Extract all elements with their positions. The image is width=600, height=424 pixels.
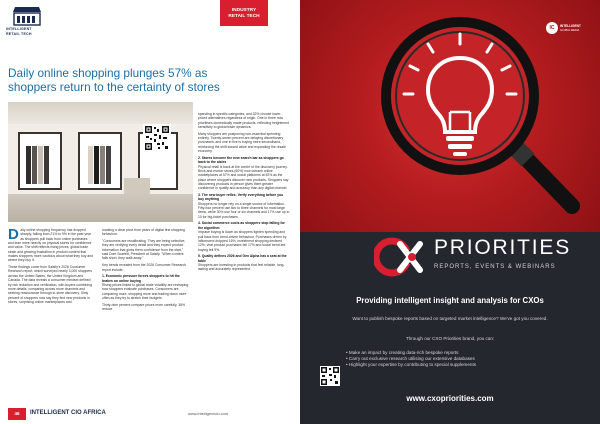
advert-bullet-item: • Carry out exclusive research utilising our extensive databases: [346, 356, 566, 362]
intelligent-retail-tech-logo: [6, 4, 48, 36]
key-trend-heading: 5. Quality defines 2026 and Gen Alpha has a seat at the table: [198, 254, 287, 263]
advert-intro-text: Want to publish bespoke reports based on targeted market intelligence? We've got you covered.: [352, 316, 548, 321]
page-number: 46: [8, 408, 26, 420]
advert-bullet-item: • Make an impact by creating data-rich bespoke reports: [346, 350, 566, 356]
key-trend-heading: 4. Social commerce cools as shoppers stop falling for the algorithm: [198, 221, 285, 230]
magnifying-glass-lightbulb-icon: [300, 0, 600, 232]
key-trend-item: [198, 193, 290, 219]
advert-bullet-item: • Highlight your expertise by contributing to special supplements: [346, 362, 566, 368]
ic-logo-mark: IC: [546, 22, 558, 34]
ic-logo-line1: INTELLIGENT: [560, 24, 581, 28]
body-paragraph: These findings come from Salsify's 2026 Consumer Research report, which surveyed nearly 3,000 shoppers across the United States, the United Kingdom and Canada. The data reveals a consumer mindset defined by risk reduction and verification, with buyers combining more details, comparing across more channels and seeking reassurance through in-store discovery. Sixty percent of shoppers now say they find new products in stores, surprising online marketplaces and: [8, 265, 93, 304]
key-trend-body: Shoppers no longer rely on a single source of information. Fifty-four percent use two to three channels for most large items, while 30% use four or six channels and 17% use up to 10 for big-ticket purchases.: [198, 201, 290, 219]
advert-page: [300, 0, 600, 424]
section-tab-line2: RETAIL TECH: [228, 14, 260, 19]
advert-qr-code[interactable]: [320, 366, 340, 386]
body-paragraph: marking a clear pivot from years of digital first shopping behaviour.: [102, 228, 185, 237]
key-trend-body: Physical retail is back at the centre of the discovery journey. Brick-and-mortar stores (60%) now outrank online marketplaces at 57% and social platforms at 52% as the place where shoppers discover new products. Shoppers say discovering products in person gives them greater confidence in quality and accuracy than any digital channel.: [198, 164, 289, 191]
article-column-2: [102, 228, 190, 314]
key-trend-item: [102, 274, 190, 300]
store-interior-photo: [8, 102, 193, 222]
advert-url[interactable]: www.cxopriorities.com: [406, 394, 494, 403]
article-headline: [8, 66, 293, 94]
key-trend-item: [198, 156, 290, 191]
headline-line2: shoppers return to the certainty of stores: [8, 80, 220, 94]
advert-heading: Providing intelligent insight and analysis for CXOs: [356, 296, 544, 305]
key-trend-body: Rising prices linked to global trade volatility are reshaping how shoppers evaluate purchases. Consumers are comparing more, shopping more and trading down more often as they try to stretch their budgets.: [102, 282, 189, 300]
qr-code[interactable]: [143, 124, 171, 152]
cxo-priorities-logo: [374, 236, 426, 278]
body-paragraph: Thirty-nine percent compare prices more carefully, 38% reduce: [102, 302, 186, 312]
key-trend-item: [198, 221, 290, 251]
footer-brand: INTELLIGENT CIO AFRICA: [30, 410, 106, 416]
section-tab: [220, 0, 268, 26]
footer-url[interactable]: www.intelligentcio.com: [188, 411, 229, 416]
cxo-priorities-tagline: REPORTS, EVENTS & WEBINARS: [434, 264, 556, 270]
article-column-1: [8, 228, 94, 307]
ic-logo-line2: GLOBAL MEDIA: [560, 29, 580, 32]
key-trend-heading: 3. The new buyer reflex: Verify everything before you buy anything: [198, 193, 284, 202]
intro-paragraph: aily online shopping frequency has dropped sharply, falling from 21% to 9% in the past year as shoppers pull back from online purchases and lean more heavily on physical stores for confidence and value. The shift reflects rising prices, global trade strain and growing frustration in product content that makes shoppers more cautious about what they buy and where they buy it.: [8, 228, 94, 263]
body-paragraph: Key trends revealed from the 2026 Consumer Research report include:: [102, 263, 187, 272]
logo-text-line1: INTELLIGENT: [6, 27, 32, 31]
section-tab-line1: INDUSTRY: [231, 8, 257, 13]
article-column-3: [198, 112, 290, 274]
quote-paragraph: "Consumers are recalibrating. They are being selective, they are verifying every detail and they expect product information that gives them confidence from the start," said Dom Scarlett, President at Salsify. "When content falls short, they walk away.": [102, 239, 186, 261]
key-trend-heading: 1. Economic pressure forces shoppers to hit the brakes on online buying: [102, 274, 180, 283]
storefront-icon: [10, 6, 44, 26]
key-trend-heading: 2. Stores become the new search bar as shoppers go back to the aisles: [198, 155, 284, 165]
key-trend-body: Impulse buying is down as shoppers tighten spending and pull back from trend-driven behaviour. Purchases driven by influencers dropped 16%, investment shopping declined 12%, viral product purchases fell 17% and social trend-led buying fell 9%.: [198, 230, 287, 252]
advert-lead-text: Through our CXO Priorities brand, you can:: [405, 336, 495, 341]
body-paragraph: Many shoppers are postponing non-essential spending entirely. Twenty-seven percent are delaying discretionary purchases, and one in five is buying more secondhand, reinforcing the shift toward value and expanding the resale economy.: [198, 131, 286, 154]
advert-bullet-list: [346, 350, 566, 369]
headline-line1: Daily online shopping plunges 57% as: [8, 66, 208, 80]
drop-cap: D: [8, 226, 19, 243]
key-trend-item: [198, 254, 290, 271]
key-trend-body: Shoppers are investing in products that feel reliable, long-lasting and accurately represented.: [198, 262, 285, 272]
body-paragraph: spending in specific categories, and 32% choose lower-priced alternatives regardless of origin. One in three now prioritises domestically made products, reflecting heightened sensitivity to global trade dynamics.: [198, 112, 289, 130]
cxo-priorities-wordmark: PRIORITIES: [434, 236, 572, 259]
logo-text-line2: RETAIL TECH: [6, 32, 32, 36]
